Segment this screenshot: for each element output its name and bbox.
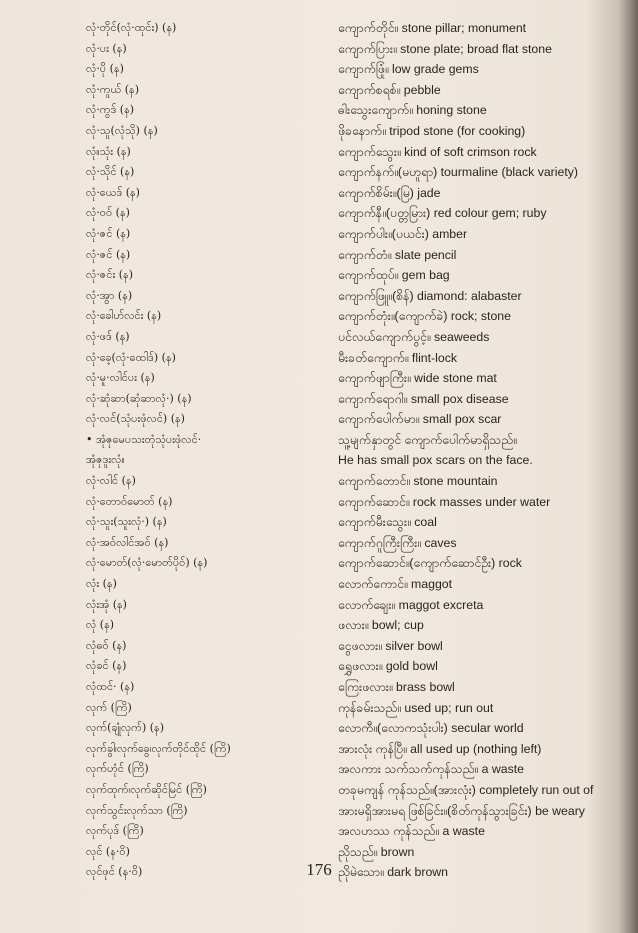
headword-entry: လုံ·ကွဒ် (န)	[86, 103, 135, 117]
headword-entry: လုံ·မောတ်(လုံ·မောတ်ပိုဝ်) (န)	[86, 556, 208, 570]
headword-entry: လုံ·တောဝ်မောတ် (န)	[86, 494, 173, 508]
definition-entry: ကျောက်ဆောင်။ rock masses under water	[338, 494, 551, 509]
definition-entry: ကျောက်ဆောင်။(ကျောက်ဆောင်ဦး) rock	[338, 556, 522, 571]
definition-entry: ကျောက်တိုင်။ stone pillar; monument	[338, 21, 527, 35]
headword-entry: လုက်ပုဒ် (ကြိ)	[86, 824, 144, 838]
headword-entry: လုံခင် (န)	[86, 659, 127, 673]
definition-entry: ကျောက်ပေါက်မာ။ small pox scar	[338, 412, 502, 427]
definition-entry: ကျောက်တုံး။(ကျောက်ခဲ) rock; stone	[338, 309, 511, 324]
headword-entry: • အုံဇုမေပသးတုံသုံပးဖုံလင်·	[86, 432, 202, 446]
headword-entry: လုံ·လါင် (န)	[86, 474, 136, 488]
definition-entry: ကျောက်စိမ်း။(မြ) jade	[338, 185, 441, 200]
headword-entry: လုင် (န·ဝိ)	[86, 844, 130, 858]
headword-entry: လုက်ဟုံင် (ကြိ)	[86, 762, 149, 776]
definition-entry: သူ့မျက်နှာတွင် ကျောက်ပေါက်မာရှိသည်။	[338, 432, 517, 447]
definition-entry: ကျောက်နီ။(ပတ္တမြား) red colour gem; ruby	[338, 206, 547, 221]
headword-entry: လုံ·သိုင် (န)	[86, 165, 135, 179]
definition-entry: အလကား သက်သက်ကုန်သည်။ a waste	[338, 762, 524, 777]
definition-entry: ကျောက်ဖျာကြီး။ wide stone mat	[338, 371, 497, 386]
definition-entry: ကျောက်ပြား။ stone plate; broad flat stone	[338, 41, 552, 56]
definition-entry: ကုန်ခမ်းသည်။ used up; run out	[338, 700, 494, 715]
definition-entry: လောက်ကောင်။ maggot	[338, 577, 453, 592]
headword-entry: လုင်ဖုင် (န·ဝိ)	[86, 865, 143, 879]
definition-entry: ကျောက်ဖြုံ။ low grade gems	[338, 62, 479, 77]
right-column-definitions	[338, 18, 634, 883]
headword-entry: လုံ·ဇင် (န)	[86, 247, 131, 261]
headword-entry: လုံ·ယေဒ် (န)	[86, 185, 140, 199]
headword-entry: လုံ။သုံး (န)	[86, 144, 131, 158]
definition-entry: အားလုံး ကုန်ပြီ။ all used up (nothing left)	[338, 741, 542, 756]
definition-entry: ညိုမဲသော။ dark brown	[338, 865, 449, 880]
definition-entry: ကြေးဖလား။ brass bowl	[338, 680, 455, 694]
definition-entry: He has small pox scars on the face.	[338, 453, 533, 468]
headword-entry: လုံ·ပး (န)	[86, 41, 127, 55]
headword-entry: အုံဇုဒူးလုံ။	[86, 453, 125, 467]
headword-entry: လုံ (န)	[86, 618, 115, 632]
headword-entry: လုံ·ဖဒ် (န)	[86, 329, 130, 343]
headword-entry: လုက် (ကြိ)	[86, 700, 132, 714]
headword-entry: လုံ·ဇင်း (န)	[86, 268, 134, 282]
headword-entry: လုက်ထုက်၊လုက်ဆိုင်မြင် (ကြိ)	[86, 782, 207, 796]
definition-entry: ညိုသည်။ brown	[338, 844, 415, 859]
definition-entry: ကျောက်မီးသွေး။ coal	[338, 515, 437, 530]
definition-entry: မီးခတ်ကျောက်။ flint-lock	[338, 350, 458, 365]
definition-entry: အားမရှိအားမရ ဖြစ်ခြင်း။(စိတ်ကုန်သွားခြင်း) be weary	[338, 803, 585, 818]
page-number: 176	[306, 860, 332, 879]
headword-entry: လုံဓဝ် (န)	[86, 638, 127, 652]
definition-entry: ကျောက်ပါး။(ပယင်း) amber	[338, 226, 468, 241]
headword-entry: လုံးအုံ (န)	[86, 597, 127, 611]
definition-entry: ဓါးသွေးကျောက်။ honing stone	[338, 103, 487, 118]
definition-entry: ကျောက်စရစ်။ pebble	[338, 82, 441, 97]
definition-entry: ကျောက်ဖြူ။(စိန်) diamond: alabaster	[338, 288, 522, 303]
headword-entry: လုက်ခွါ၊လုက်ခွေ၊လုက်တိုင်ထိုင် (ကြိ)	[86, 741, 231, 755]
definition-entry: ဖိုခနောက်။ tripod stone (for cooking)	[338, 123, 526, 138]
definition-entry: ကျောက်တောင်။ stone mountain	[338, 474, 498, 489]
headword-entry: လုံ·ပို (န)	[86, 62, 124, 76]
headword-entry: လုံ·မူ·လါင်ပး (န)	[86, 371, 155, 385]
headword-entry: လုံ·ကူယ် (န)	[86, 82, 140, 96]
definition-entry: ကျောက်တံ။ slate pencil	[338, 247, 457, 262]
definition-entry: ကျောက်ဂူကြီးကြီး။ caves	[338, 535, 457, 550]
headword-entry: လုံထင်· (န)	[86, 680, 135, 693]
headword-entry: လုံ·ဆုံဆာ(ဆုံဆာလုံ·) (န)	[86, 391, 192, 405]
headword-entry: လုံ·သူး(သူးလုံ·) (န)	[86, 515, 167, 529]
definition-entry: ဖလား။ bowl; cup	[338, 618, 424, 633]
definition-entry: တခုမကျန် ကုန်သည်။(အားလုံး) completely run out of	[338, 782, 594, 797]
definition-entry: လောကီ။(လောကသုံးပါး) secular world	[338, 721, 524, 736]
definition-entry: ကျောက်ထုပ်။ gem bag	[338, 268, 450, 283]
headword-entry: လုံ·ခေါဟ်လင်း (န)	[86, 309, 162, 323]
definition-entry: ရွှေဖလား။ gold bowl	[338, 659, 438, 674]
headword-entry: လုံး (န)	[86, 577, 117, 591]
definition-entry: ပင်လယ်ကျောက်ပွင့်။ seaweeds	[338, 329, 490, 344]
headword-entry: လုံ·လင်(သုံပးဖုံလင်) (န)	[86, 412, 185, 426]
definition-entry: ကျောက်နက်။(မဟူရာ) tourmaline (black variety)	[338, 165, 579, 180]
headword-entry: လုက်(ချုံလုက်) (န)	[86, 721, 165, 735]
headword-entry: လုံ·တိုင်(လုံ·ထုင်း) (န)	[86, 21, 177, 34]
headword-entry: လုံ·အဝ်လါင်အဝ် (န)	[86, 535, 169, 549]
definition-entry: အလဟဿ ကုန်သည်။ a waste	[338, 824, 485, 839]
definition-entry: ကျောက်ရောဂါ။ small pox disease	[338, 391, 509, 406]
headword-entry: လုံ·အွာ (န)	[86, 288, 133, 302]
headword-entry: လုံ·ဇင် (န)	[86, 226, 131, 240]
headword-entry: လုံ·သူ(လုံသို) (န)	[86, 123, 158, 137]
definition-entry: ကျောက်သွေး။ kind of soft crimson rock	[338, 144, 537, 159]
definition-entry: ငွေဖလား။ silver bowl	[338, 638, 443, 653]
headword-entry: လုံ·ခေ့(လုံ·ထေါဒ်) (န)	[86, 350, 176, 364]
headword-entry: လုက်သွင်းလုက်သာ (ကြိ)	[86, 803, 188, 817]
definition-entry: လောက်ချေး။ maggot excreta	[338, 597, 484, 612]
headword-entry: လုံ·ဝဝ် (န)	[86, 206, 130, 220]
left-column-headwords	[86, 18, 316, 883]
